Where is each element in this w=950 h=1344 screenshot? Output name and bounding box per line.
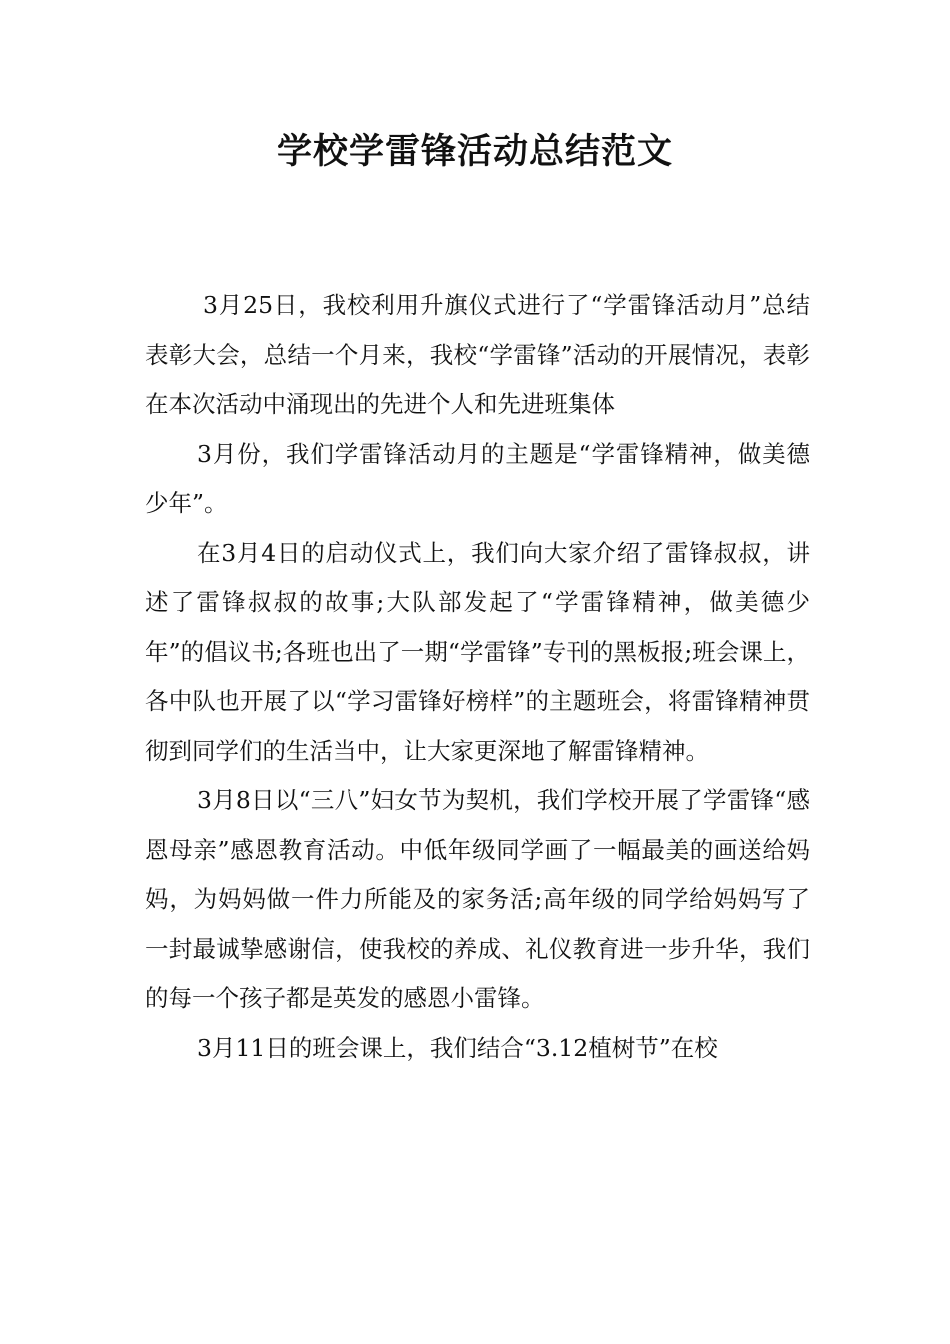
paragraph-4: 3月8日以“三八”妇女节为契机，我们学校开展了学雷锋“感恩母亲”感恩教育活动。中低年级同学画了一幅最美的画送给妈妈，为妈妈做一件力所能及的家务活;高年级的同学给妈妈写了一封最诚挚感谢信，使我校的养成、礼仪教育进一步升华，我们的每一个孩子都是英发的感恩小雷锋。 [145, 786, 810, 1012]
paragraph-2: 3月份，我们学雷锋活动月的主题是“学雷锋精神，做美德少年”。 [145, 439, 810, 517]
document-title: 学校学雷锋活动总结范文 [276, 132, 673, 172]
paragraph-3: 在3月4日的启动仪式上，我们向大家介绍了雷锋叔叔，讲述了雷锋叔叔的故事;大队部发起了“学雷锋精神，做美德少年”的倡议书;各班也出了一期“学雷锋”专刊的黑板报;班会课上，各中队也开展了以“学习雷锋好榜样”的主题班会，将雷锋精神贯彻到同学们的生活当中，让大家更深地了解雷锋精神。 [145, 538, 810, 765]
paragraph-1: 3月25日，我校利用升旗仪式进行了“学雷锋活动月”总结表彰大会，总结一个月来，我校“学雷锋”活动的开展情况，表彰在本次活动中涌现出的先进个人和先进班集体 [145, 291, 810, 418]
document-body [145, 281, 810, 1073]
paragraph-5: 3月11日的班会课上，我们结合“3.12植树节”在校 [197, 1033, 718, 1062]
